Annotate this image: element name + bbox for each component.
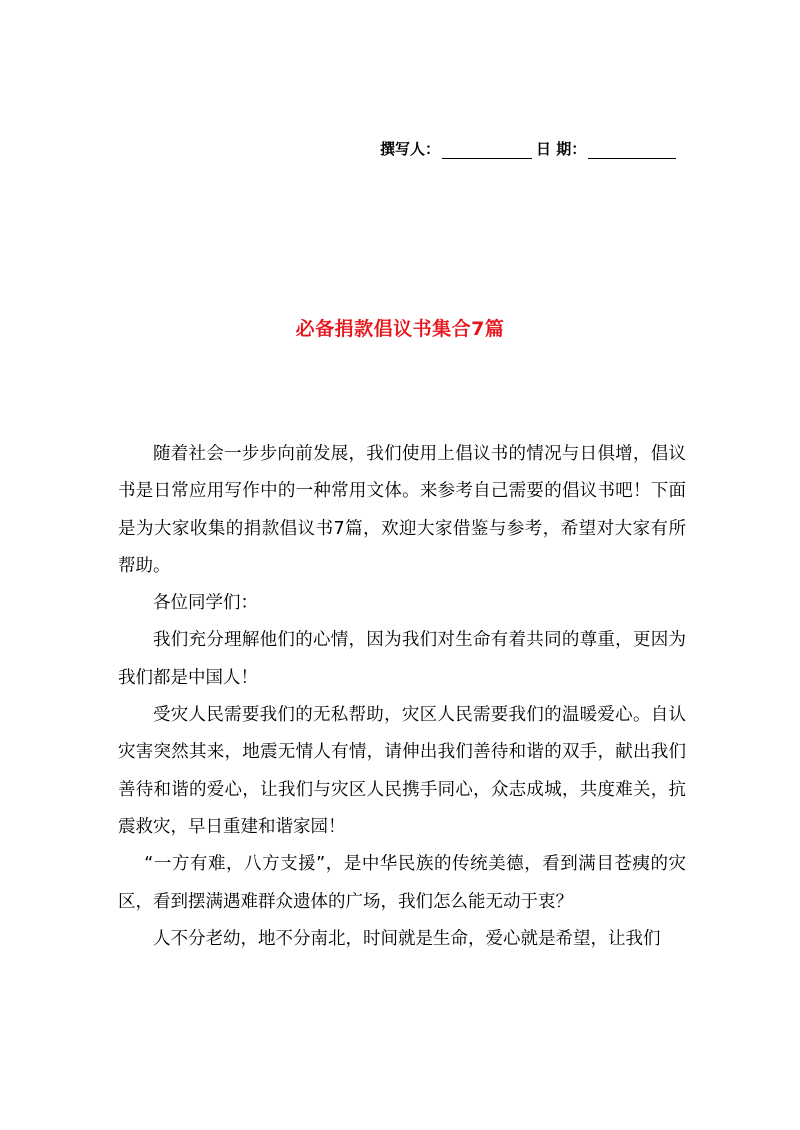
date-label: 日 期： <box>536 140 587 158</box>
document-body <box>118 436 686 958</box>
header-author-date <box>380 138 680 159</box>
date-blank-field <box>588 144 676 159</box>
paragraph-quote: “一方有难，八方支援”，是中华民族的传统美德，看到满目苍痍的灾区，看到摆满遇难群众遗体的广场，我们怎么能无动于衷？ <box>118 854 686 912</box>
paragraph-understanding: 我们充分理解他们的心情，因为我们对生命有着共同的尊重，更因为我们都是中国人！ <box>118 630 686 688</box>
paragraph-intro: 随着社会一步步向前发展，我们使用上倡议书的情况与日俱增，倡议书是日常应用写作中的一种常用文体。来参考自己需要的倡议书吧！下面是为大家收集的捐款倡议书7篇，欢迎大家借鉴与参考，希望对大家有所帮助。 <box>118 444 686 576</box>
paragraph-help: 受灾人民需要我们的无私帮助，灾区人民需要我们的温暖爱心。自认灾害突然其来，地震无情人有情，请伸出我们善待和谐的双手，献出我们善待和谐的爱心，让我们与灾区人民携手同心，众志成城，共度难关，抗震救灾，早日重建和谐家园！ <box>118 705 686 837</box>
author-blank-field <box>442 144 532 159</box>
document-title: 必备捐款倡议书集合7篇 <box>295 318 505 340</box>
paragraph-salutation: 各位同学们： <box>153 593 258 614</box>
author-label: 撰写人： <box>380 140 441 158</box>
paragraph-closing: 人不分老幼，地不分南北，时间就是生命，爱心就是希望，让我们 <box>153 928 661 949</box>
